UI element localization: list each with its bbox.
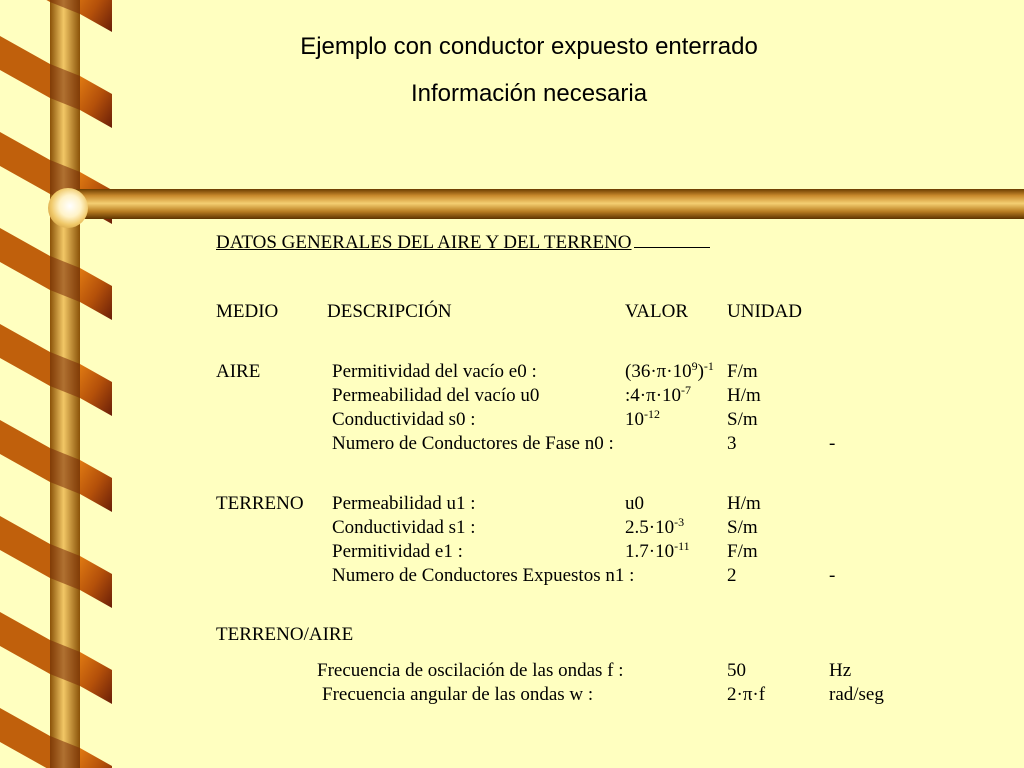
- ribbon-band-left: [0, 324, 50, 386]
- table-row-valor: $(36\cdot\pi\cdot 10^9)^{-1}$: [625, 359, 714, 382]
- section-heading: DATOS GENERALES DEL AIRE Y DEL TERRENO: [216, 231, 710, 255]
- medio-label-terreno: TERRENO: [216, 493, 304, 514]
- ribbon-band-left: [0, 420, 50, 482]
- table-row-desc: Permitividad e1 :: [332, 541, 463, 562]
- horizontal-rod-decoration: [62, 189, 1024, 219]
- ribbon-band-right: [80, 556, 112, 608]
- table-row-valor: 3: [727, 433, 737, 454]
- ribbon-band-right: [80, 364, 112, 416]
- table-row-unidad: H/m: [727, 493, 761, 514]
- rod-knob-decoration: [48, 188, 88, 228]
- column-header-unidad: UNIDAD: [727, 301, 802, 322]
- ribbon-band-right: [80, 0, 112, 32]
- table-row-valor: 50: [727, 660, 746, 681]
- ribbon-band-left: [0, 516, 50, 578]
- table-row-unidad: S/m: [727, 409, 758, 430]
- medio-label-aire: AIRE: [216, 361, 261, 382]
- table-row-valor: $:4\cdot\pi\cdot 10^{-7}$: [625, 383, 692, 406]
- table-row-desc: Permeabilidad u1 :: [332, 493, 476, 514]
- table-row-valor: 2·π·f: [727, 684, 766, 705]
- table-row-unidad: -: [829, 565, 836, 586]
- ribbon-band-right: [80, 268, 112, 320]
- table-row-desc: Frecuencia de oscilación de las ondas f :: [317, 660, 624, 681]
- ribbon-band-right: [80, 652, 112, 704]
- table-row-desc: Conductividad s0 :: [332, 409, 476, 430]
- ribbon-band-left: [0, 708, 50, 768]
- table-row-unidad: S/m: [727, 517, 758, 538]
- table-row-valor: 2: [727, 565, 737, 586]
- spiral-column-decoration: [0, 0, 112, 768]
- table-row-desc: Numero de Conductores de Fase n0 :: [332, 433, 614, 454]
- ribbon-band-left: [0, 612, 50, 674]
- table-row-unidad: Hz: [829, 660, 852, 681]
- column-header-descripcion: DESCRIPCIÓN: [327, 301, 452, 322]
- page-title: Ejemplo con conductor expuesto enterrado: [300, 33, 758, 60]
- table-row-desc: Permeabilidad del vacío u0: [332, 385, 540, 406]
- table-row-valor: $10^{-12}$: [625, 407, 660, 430]
- table-row-desc: Frecuencia angular de las ondas w :: [322, 684, 594, 705]
- table-row-unidad: F/m: [727, 541, 758, 562]
- ribbon-band-left: [0, 132, 50, 194]
- column-header-medio: MEDIO: [216, 301, 279, 322]
- table-row-desc: Permitividad del vacío e0 :: [332, 361, 537, 382]
- table-row-valor: $1.7\cdot 10^{-11}$: [625, 539, 690, 562]
- table-row-unidad: F/m: [727, 361, 758, 382]
- ribbon-band-right: [80, 460, 112, 512]
- table-row-unidad: rad/seg: [829, 684, 884, 705]
- table-row-valor: $2.5\cdot 10^{-3}$: [625, 515, 685, 538]
- medio-label-terreno-aire: TERRENO/AIRE: [216, 624, 354, 645]
- ribbon-band-right: [80, 748, 112, 768]
- table-row-desc: Numero de Conductores Expuestos n1 :: [332, 565, 635, 586]
- table-row-unidad: H/m: [727, 385, 761, 406]
- page-subtitle: Información necesaria: [410, 80, 648, 107]
- table-row-valor: u0: [625, 493, 644, 514]
- ribbon-band-left: [0, 0, 50, 2]
- table-row-unidad: -: [829, 433, 836, 454]
- table-row-desc: Conductividad s1 :: [332, 517, 476, 538]
- ribbon-band-left: [0, 228, 50, 290]
- column-header-valor: VALOR: [625, 301, 688, 322]
